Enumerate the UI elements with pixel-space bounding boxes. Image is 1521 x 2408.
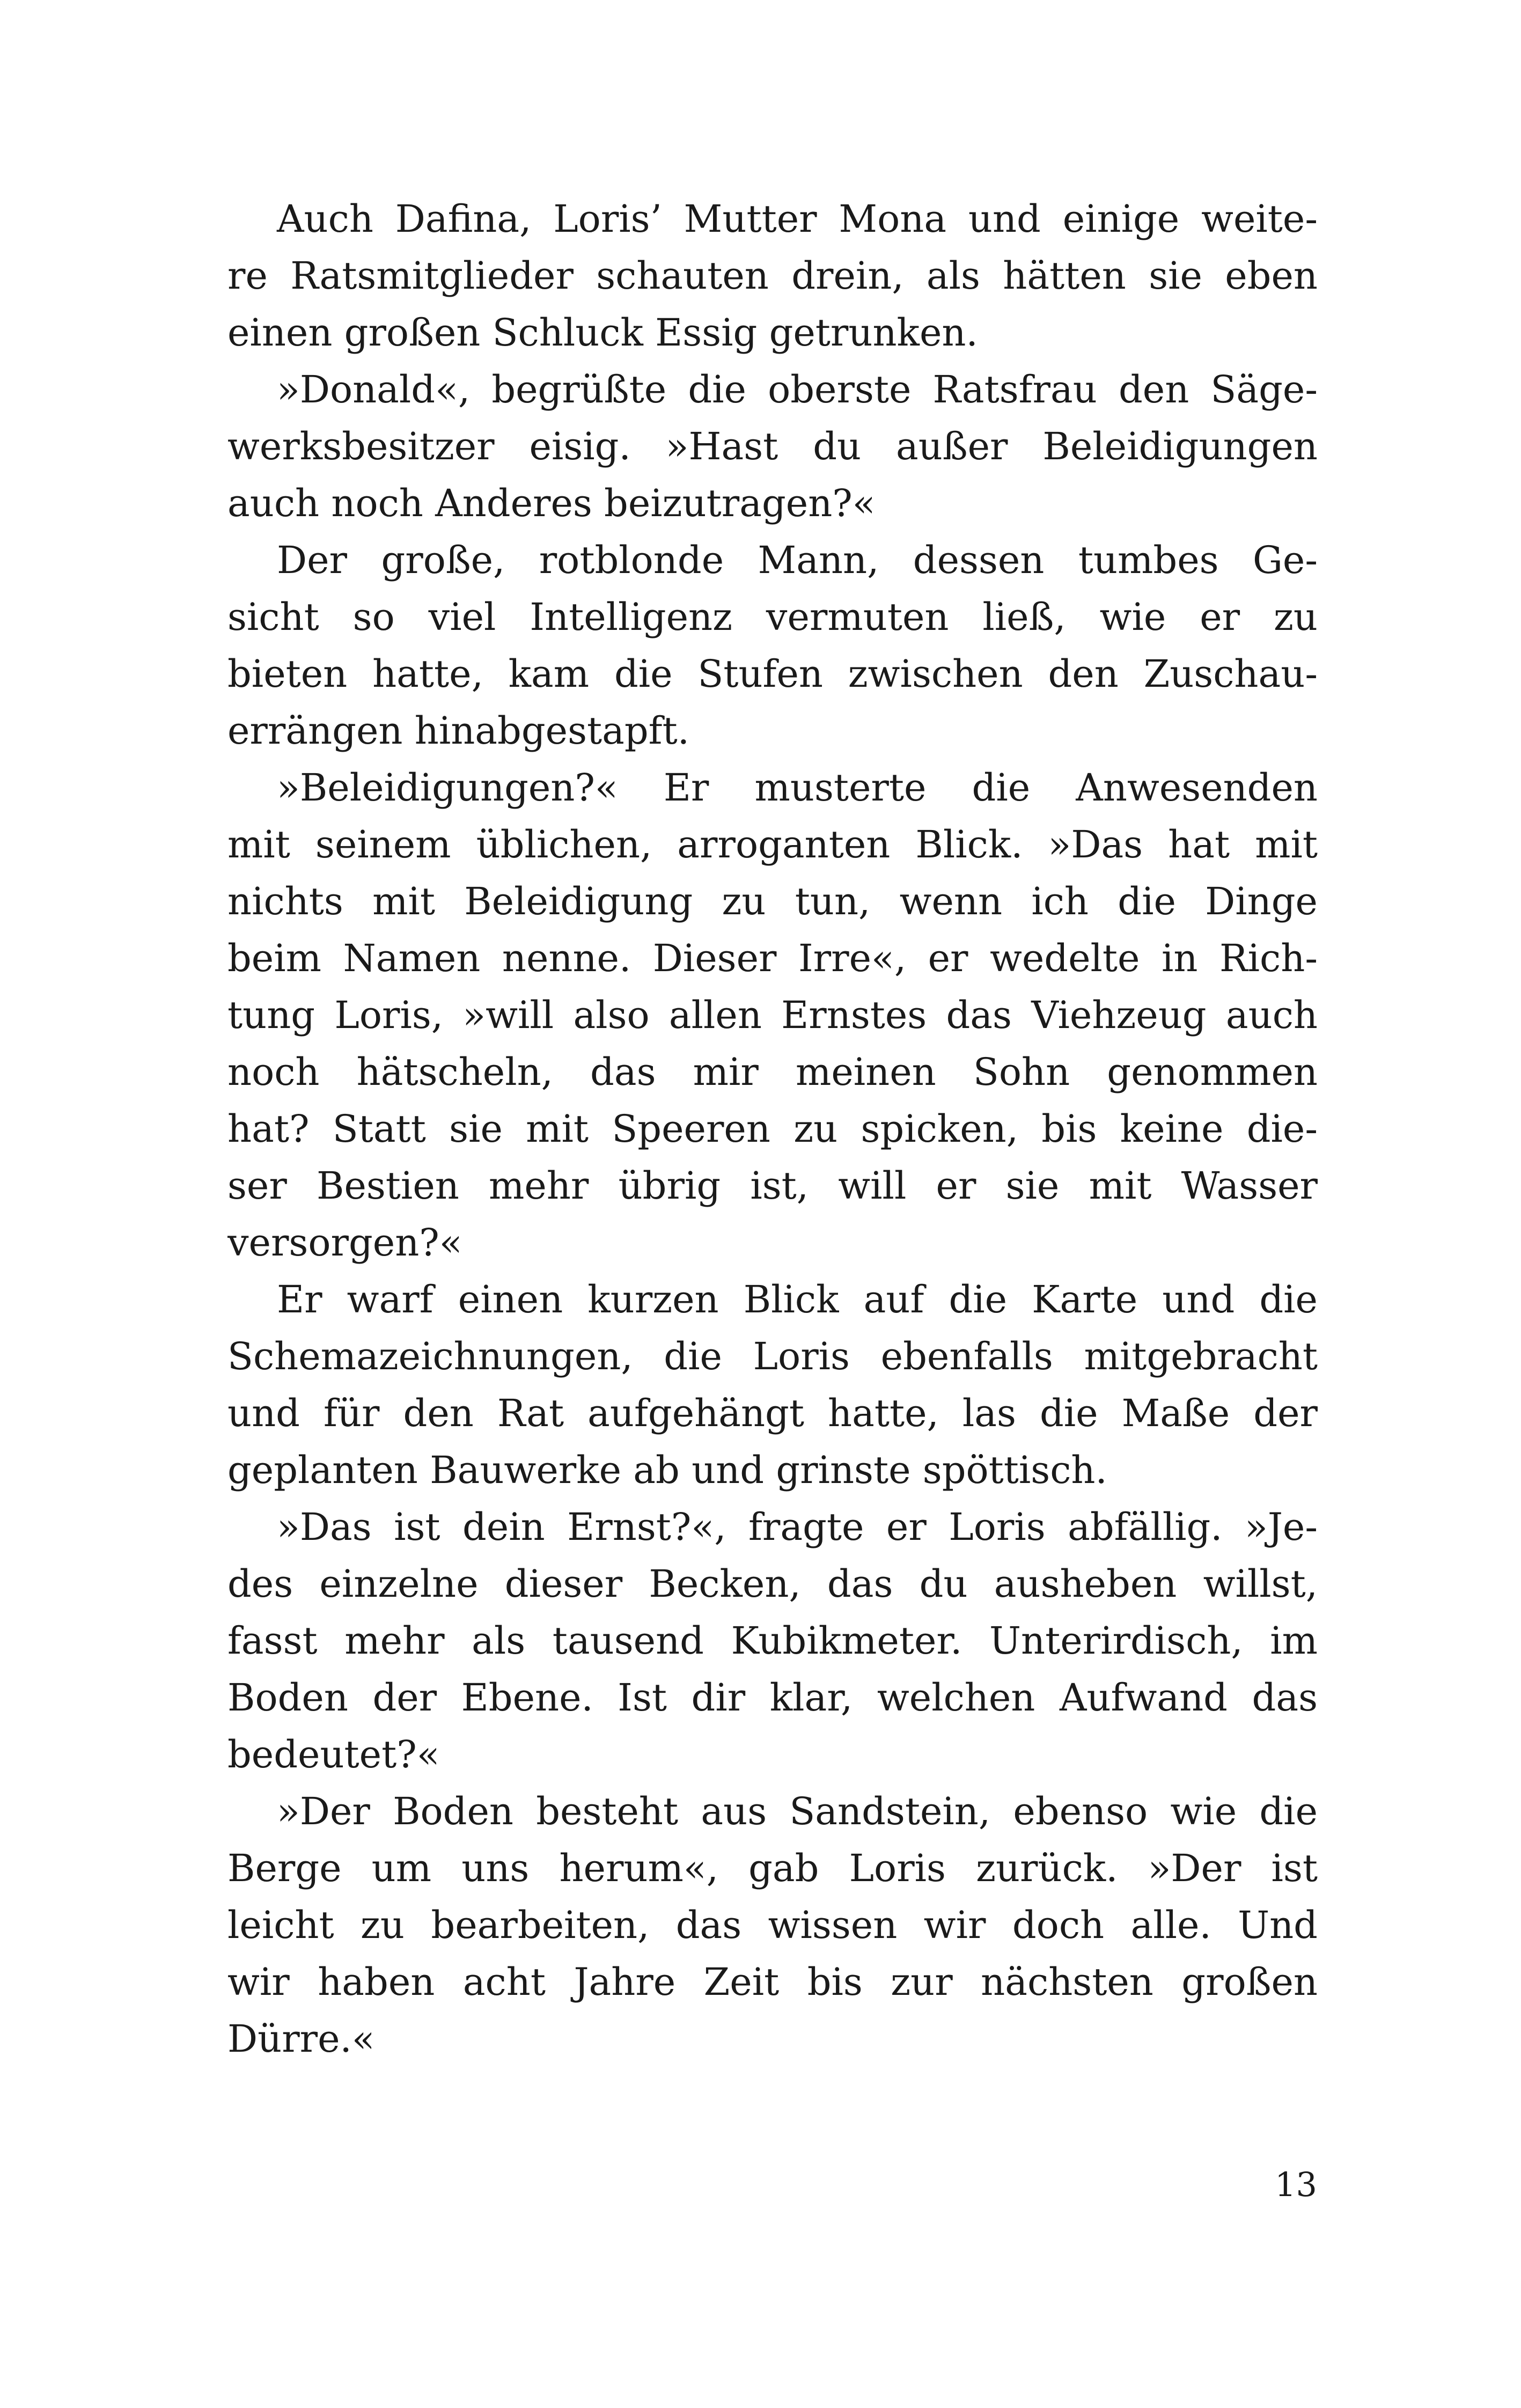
text-line: geplanten Bauwerke ab und grinste spöttisch.	[227, 1448, 1107, 1492]
text-line: werksbesitzer eisig. »Hast du außer Beleidigungen	[227, 424, 1318, 468]
text-line: wir haben acht Jahre Zeit bis zur nächsten großen	[227, 1960, 1318, 2004]
text-line: des einzelne dieser Becken, das du ausheben willst,	[227, 1562, 1318, 1606]
text-line: errängen hinabgestapft.	[227, 709, 689, 753]
text-line: einen großen Schluck Essig getrunken.	[227, 311, 978, 355]
text-line: sicht so viel Intelligenz vermuten ließ, wie er zu	[227, 595, 1318, 639]
text-line: Dürre.«	[227, 2017, 375, 2061]
text-line: fasst mehr als tausend Kubikmeter. Unterirdisch, im	[227, 1619, 1318, 1663]
text-line: bieten hatte, kam die Stufen zwischen den Zuschau-	[227, 652, 1318, 696]
text-line: Er warf einen kurzen Blick auf die Karte und die	[277, 1278, 1318, 1322]
text-line: mit seinem üblichen, arroganten Blick. »Das hat mit	[227, 823, 1318, 867]
text-line: »Der Boden besteht aus Sandstein, ebenso wie die	[277, 1789, 1318, 1833]
text-line: hat? Statt sie mit Speeren zu spicken, bis keine die-	[227, 1107, 1318, 1151]
text-line: leicht zu bearbeiten, das wissen wir doch alle. Und	[227, 1903, 1318, 1947]
text-line: Auch Dafina, Loris’ Mutter Mona und einige weite-	[277, 197, 1318, 241]
text-line: »Das ist dein Ernst?«, fragte er Loris abfällig. »Je-	[277, 1505, 1318, 1549]
text-line: »Beleidigungen?« Er musterte die Anwesenden	[277, 766, 1318, 810]
text-line: noch hätscheln, das mir meinen Sohn genommen	[227, 1050, 1318, 1094]
text-line: »Donald«, begrüßte die oberste Ratsfrau den Säge-	[277, 368, 1318, 412]
text-line: beim Namen nenne. Dieser Irre«, er wedelte in Rich-	[227, 936, 1318, 980]
body-text	[227, 190, 1318, 2067]
text-line: Boden der Ebene. Ist dir klar, welchen Aufwand das	[227, 1676, 1318, 1720]
page-number: 13	[1275, 2165, 1317, 2204]
text-line: Berge um uns herum«, gab Loris zurück. »Der ist	[227, 1846, 1318, 1890]
text-line: tung Loris, »will also allen Ernstes das Viehzeug auch	[227, 993, 1318, 1037]
text-line: Der große, rotblonde Mann, dessen tumbes Ge-	[277, 538, 1318, 582]
text-line: Schemazeichnungen, die Loris ebenfalls mitgebracht	[227, 1334, 1318, 1378]
text-line: und für den Rat aufgehängt hatte, las die Maße der	[227, 1391, 1318, 1435]
text-line: re Ratsmitglieder schauten drein, als hätten sie eben	[227, 254, 1318, 298]
text-line: auch noch Anderes beizutragen?«	[227, 481, 876, 525]
text-line: versorgen?«	[227, 1221, 462, 1265]
text-line: bedeutet?«	[227, 1732, 440, 1776]
text-line: nichts mit Beleidigung zu tun, wenn ich die Dinge	[227, 879, 1318, 923]
text-line: ser Bestien mehr übrig ist, will er sie mit Wasser	[227, 1164, 1318, 1208]
